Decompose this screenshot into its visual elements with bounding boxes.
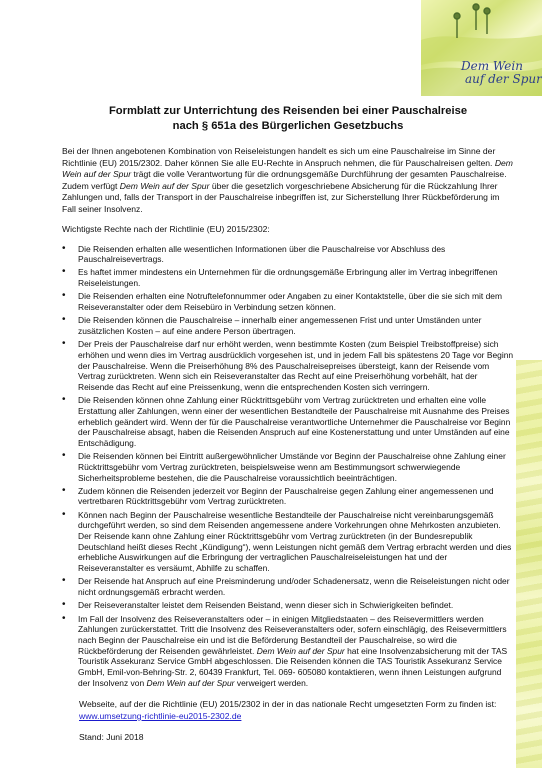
- list-item: • Der Preis der Pauschalreise darf nur erhöht werden, wenn bestimmte Kosten (zum Beispiel Treibstoffpreise) sich erhöhen und wenn dies im Vertrag ausdrücklich vorgesehen ist, und in jedem Fall bis spätestens 20 Tage vor Beginn der Pauschalreise. Wenn die Preiserhöhung 8% des Pauschalreisepreises übersteigt, kann der Reisende vom Vertrag zurücktreten. Wenn sich ein Reiseveranstalter das Recht auf eine Preiserhöhung vorbehält, hat der Reisende das Recht auf eine Preissenkung, wenn die entsprechenden Kosten sich verringern.: [62, 339, 514, 393]
- list-item: • Können nach Beginn der Pauschalreise wesentliche Bestandteile der Pauschalreise nicht vereinbarungsgemäß durchgeführt werden, so sind dem Reisenden angemessene andere Vorkehrungen ohne Mehrkosten anzubieten. Der Reisende kann ohne Zahlung einer Rücktrittsgebühr vom Vertrag zurücktreten (in der Bundesrepublik Deutschland heißt dieses Recht „Kündigung“), wenn Leistungen nicht gemäß dem Vertrag erbracht werden und dies erhebliche Auswirkungen auf die Erbringung der vertraglichen Pauschalreiseleistungen hat und der Reiseveranstalter es versäumt, Abhilfe zu schaffen.: [62, 510, 514, 574]
- directive-website-note: Webseite, auf der die Richtlinie (EU) 2015/2302 in der in das nationale Recht umgesetzten Form zu finden ist: www.umsetzung-richtlinie-eu2015-2302.de: [79, 699, 497, 721]
- list-item: • Zudem können die Reisenden jederzeit vor Beginn der Pauschalreise gegen Zahlung einer angemessenen und vertretbaren Rücktrittsgebühr vom Vertrag zurücktreten.: [62, 486, 514, 507]
- list-item: • Die Reisenden erhalten eine Notruftelefonnummer oder Angaben zu einer Kontaktstelle, über die sie sich mit dem Reiseveranstalter oder dem Reisebüro in Verbindung setzen können.: [62, 291, 514, 312]
- directive-link[interactable]: www.umsetzung-richtlinie-eu2015-2302.de: [79, 710, 242, 721]
- list-item: • Die Reisenden können bei Eintritt außergewöhnlicher Umstände vor Beginn der Pauschalreise ohne Zahlung einer Rücktrittsgebühr vom Vertrag zurücktreten, beispielsweise wenn am Bestimmungsort schwerwiegende Sicherheitsprobleme bestehen, die die Pauschalreise voraussichtlich beeinträchtigen.: [62, 451, 514, 483]
- list-item: • Der Reisende hat Anspruch auf eine Preisminderung und/oder Schadenersatz, wenn die Reiseleistungen nicht oder nicht ordnungsgemäß erbracht werden.: [62, 576, 514, 597]
- svg-text:auf der Spur: auf der Spur: [465, 72, 542, 86]
- rights-list: [62, 244, 514, 689]
- intro-paragraph: Bei der Ihnen angebotenen Kombination von Reiseleistungen handelt es sich um eine Pauschalreise im Sinne der Richtlinie (EU) 2015/2302. Daher können Sie alle EU-Rechte in Anspruch nehmen, die für Pauschalreisen gelten. Dem Wein auf der Spur trägt die volle Verantwortung für die ordnungsgemäße Durchführung der gesamten Pauschalreise. Zudem verfügt Dem Wein auf der Spur über die gesetzlich vorgeschriebene Absicherung für die Rückzahlung Ihrer Zahlungen und, falls der Transport in der Pauschalreise inbegriffen ist, zur Sicherstellung Ihrer Rückbeförderung im Fall seiner Insolvenz.: [62, 146, 513, 214]
- document-body: [62, 104, 514, 744]
- page-title: [62, 104, 514, 134]
- list-item: • Der Reiseveranstalter leistet dem Reisenden Beistand, wenn dieser sich in Schwierigkeiten befindet.: [62, 600, 514, 611]
- decorative-side-strip: [516, 360, 542, 768]
- list-item: • Die Reisenden können die Pauschalreise – innerhalb einer angemessenen Frist und unter Umständen unter zusätzlichen Kosten – auf eine andere Person übertragen.: [62, 315, 514, 336]
- vineyard-logo-image: [421, 0, 542, 96]
- rights-heading: Wichtigste Rechte nach der Richtlinie (EU) 2015/2302:: [62, 224, 270, 234]
- title-line-2: nach § 651a des Bürgerlichen Gesetzbuchs: [172, 120, 404, 132]
- title-line-1: Formblatt zur Unterrichtung des Reisenden bei einer Pauschalreise: [108, 105, 468, 117]
- list-item: • Es haftet immer mindestens ein Unternehmen für die ordnungsgemäße Erbringung aller im Vertrag inbegriffenen Reiseleistungen.: [62, 267, 514, 288]
- document-date: Stand: Juni 2018: [79, 732, 144, 743]
- list-item: • Die Reisenden können ohne Zahlung einer Rücktrittsgebühr vom Vertrag zurücktreten und erhalten eine volle Erstattung aller Zahlungen, wenn einer der wesentlichen Bestandteile der Pauschalreise mit Ausnahme des Preises erheblich geändert wird. Wenn der für die Pauschalreise verantwortliche Unternehmer die Pauschalreise vor Beginn der Pauschalreise absagt, haben die Reisenden Anspruch auf eine Kostenerstattung und unter Umständen auf eine Entschädigung.: [62, 395, 514, 449]
- list-item-insolvency: • Im Fall der Insolvenz des Reiseveranstalters oder – in einigen Mitgliedstaaten – des Reisevermittlers werden Zahlungen zurückerstattet. Tritt die Insolvenz des Reiseveranstalters oder, sofern einschlägig, des Reisevermittlers nach Beginn der Pauschalreise ein und ist die Beförderung Bestandteil der Pauschalreise, so wird die Rückbeförderung der Reisenden gewährleistet. Dem Wein auf der Spur hat eine Insolvenzabsicherung mit der TAS Touristik Assekuranz Service GmbH abgeschlossen. Die Reisenden können die TAS Touristik Assekuranz Service GmbH, Emil-von-Behring-Str. 2, 60439 Frankfurt, Tel. 069- 605080 kontaktieren, wenn ihnen Leistungen aufgrund der Insolvenz von Dem Wein auf der Spur verweigert werden.: [62, 614, 514, 689]
- brand-logo: [421, 0, 542, 96]
- svg-text:Dem Wein: Dem Wein: [461, 59, 523, 73]
- list-item: • Die Reisenden erhalten alle wesentlichen Informationen über die Pauschalreise vor Abschluss des Pauschalreisevertrags.: [62, 244, 514, 265]
